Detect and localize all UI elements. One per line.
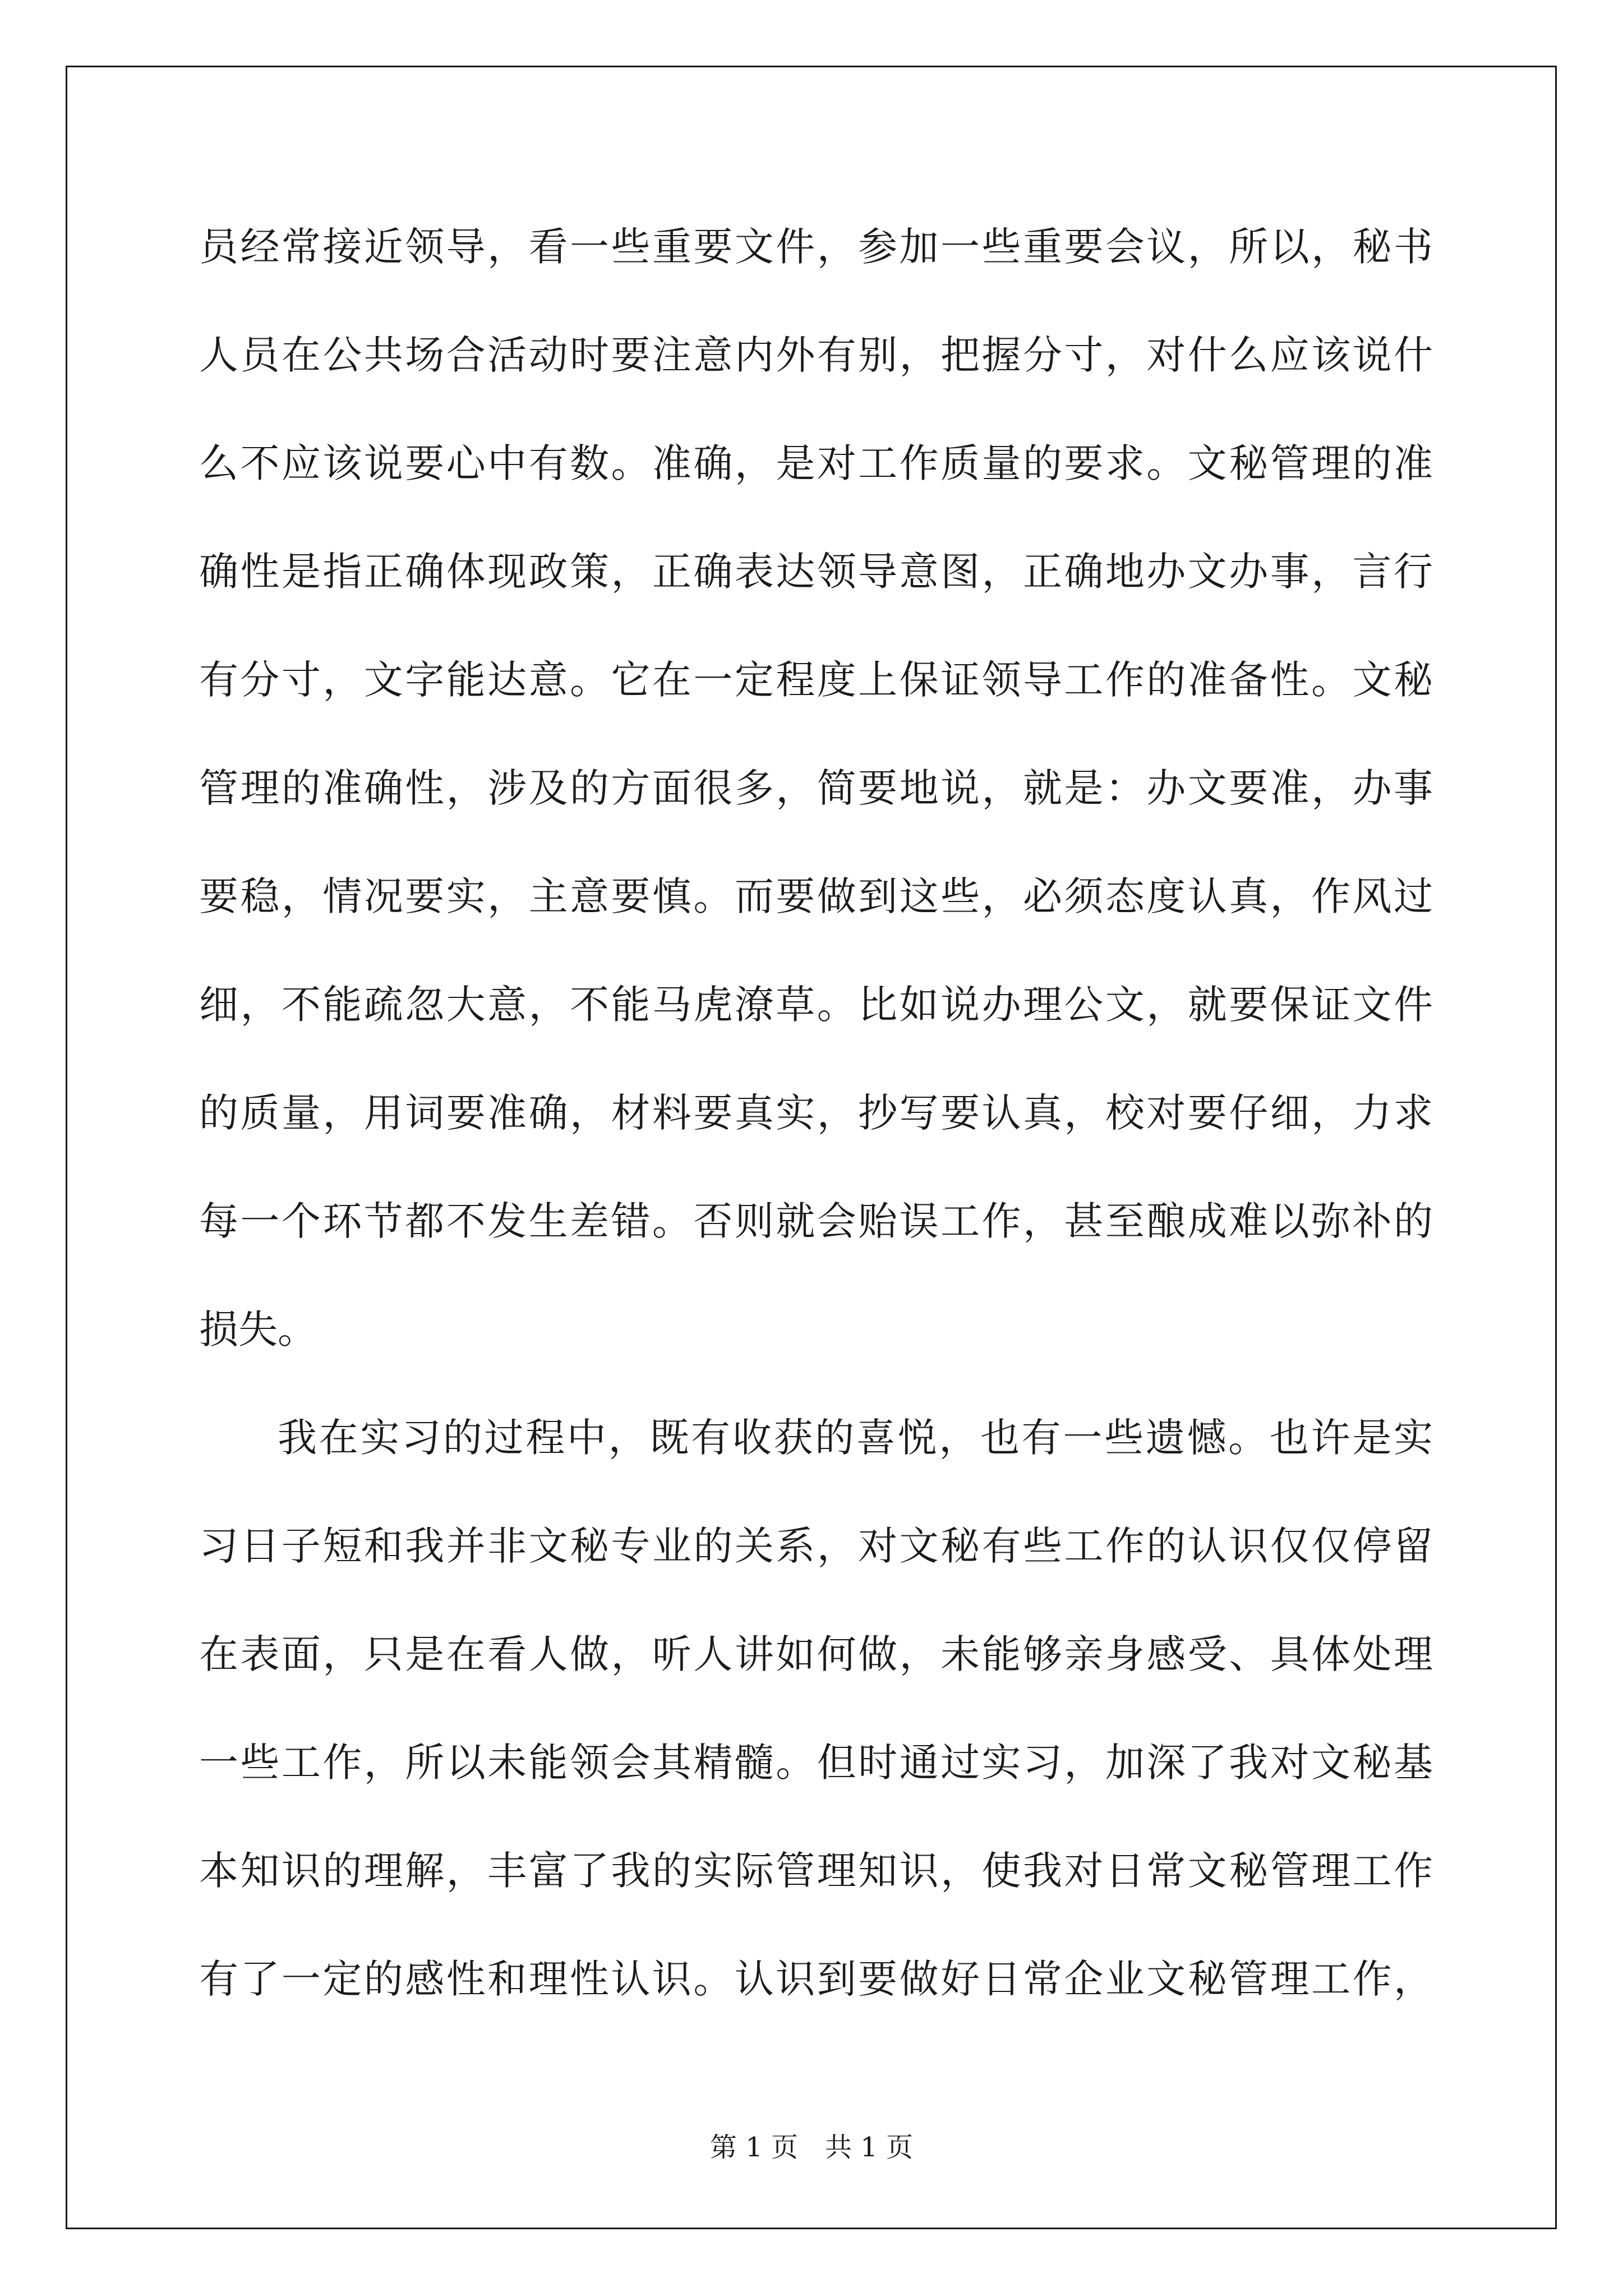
text-line: 损失。 (199, 1306, 317, 1352)
text-line: 有了一定的感性和理性认识。认识到要做好日常企业文秘管理工作， (199, 1956, 1433, 2002)
text-line: 每一个环节都不发生差错。否则就会贻误工作，甚至酿成难以弥补的 (199, 1198, 1433, 1244)
text-line: 细，不能疏忽大意，不能马虎潦草。比如说办理公文，就要保证文件 (199, 982, 1433, 1028)
text-line: 一些工作，所以未能领会其精髓。但时通过实习，加深了我对文秘基 (199, 1740, 1433, 1786)
text-line: 人员在公共场合活动时要注意内外有别，把握分寸，对什么应该说什 (199, 332, 1433, 378)
text-line: 确性是指正确体现政策，正确表达领导意图，正确地办文办事，言行 (199, 549, 1433, 595)
text-line: 么不应该说要心中有数。准确，是对工作质量的要求。文秘管理的准 (199, 440, 1433, 486)
page-footer (0, 2131, 1623, 2164)
document-body (199, 208, 1433, 2048)
text-line: 要稳，情况要实，主意要慎。而要做到这些，必须态度认真，作风过 (199, 873, 1433, 919)
text-line: 管理的准确性，涉及的方面很多，简要地说，就是：办文要准，办事 (199, 765, 1433, 811)
text-line: 有分寸，文字能达意。它在一定程度上保证领导工作的准备性。文秘 (199, 657, 1433, 703)
text-line: 在表面，只是在看人做，听人讲如何做，未能够亲身感受、具体处理 (199, 1631, 1433, 1677)
page-number-label: 第 1 页 共 1 页 (709, 2132, 914, 2163)
text-line: 的质量，用词要准确，材料要真实，抄写要认真，校对要仔细，力求 (199, 1090, 1433, 1136)
text-line: 习日子短和我并非文秘专业的关系，对文秘有些工作的认识仅仅停留 (199, 1523, 1433, 1569)
text-line: 本知识的理解，丰富了我的实际管理知识，使我对日常文秘管理工作 (199, 1848, 1433, 1894)
text-line: 我在实习的过程中，既有收获的喜悦，也有一些遗憾。也许是实 (278, 1415, 1433, 1461)
text-line: 员经常接近领导，看一些重要文件，参加一些重要会议，所以，秘书 (199, 224, 1433, 270)
